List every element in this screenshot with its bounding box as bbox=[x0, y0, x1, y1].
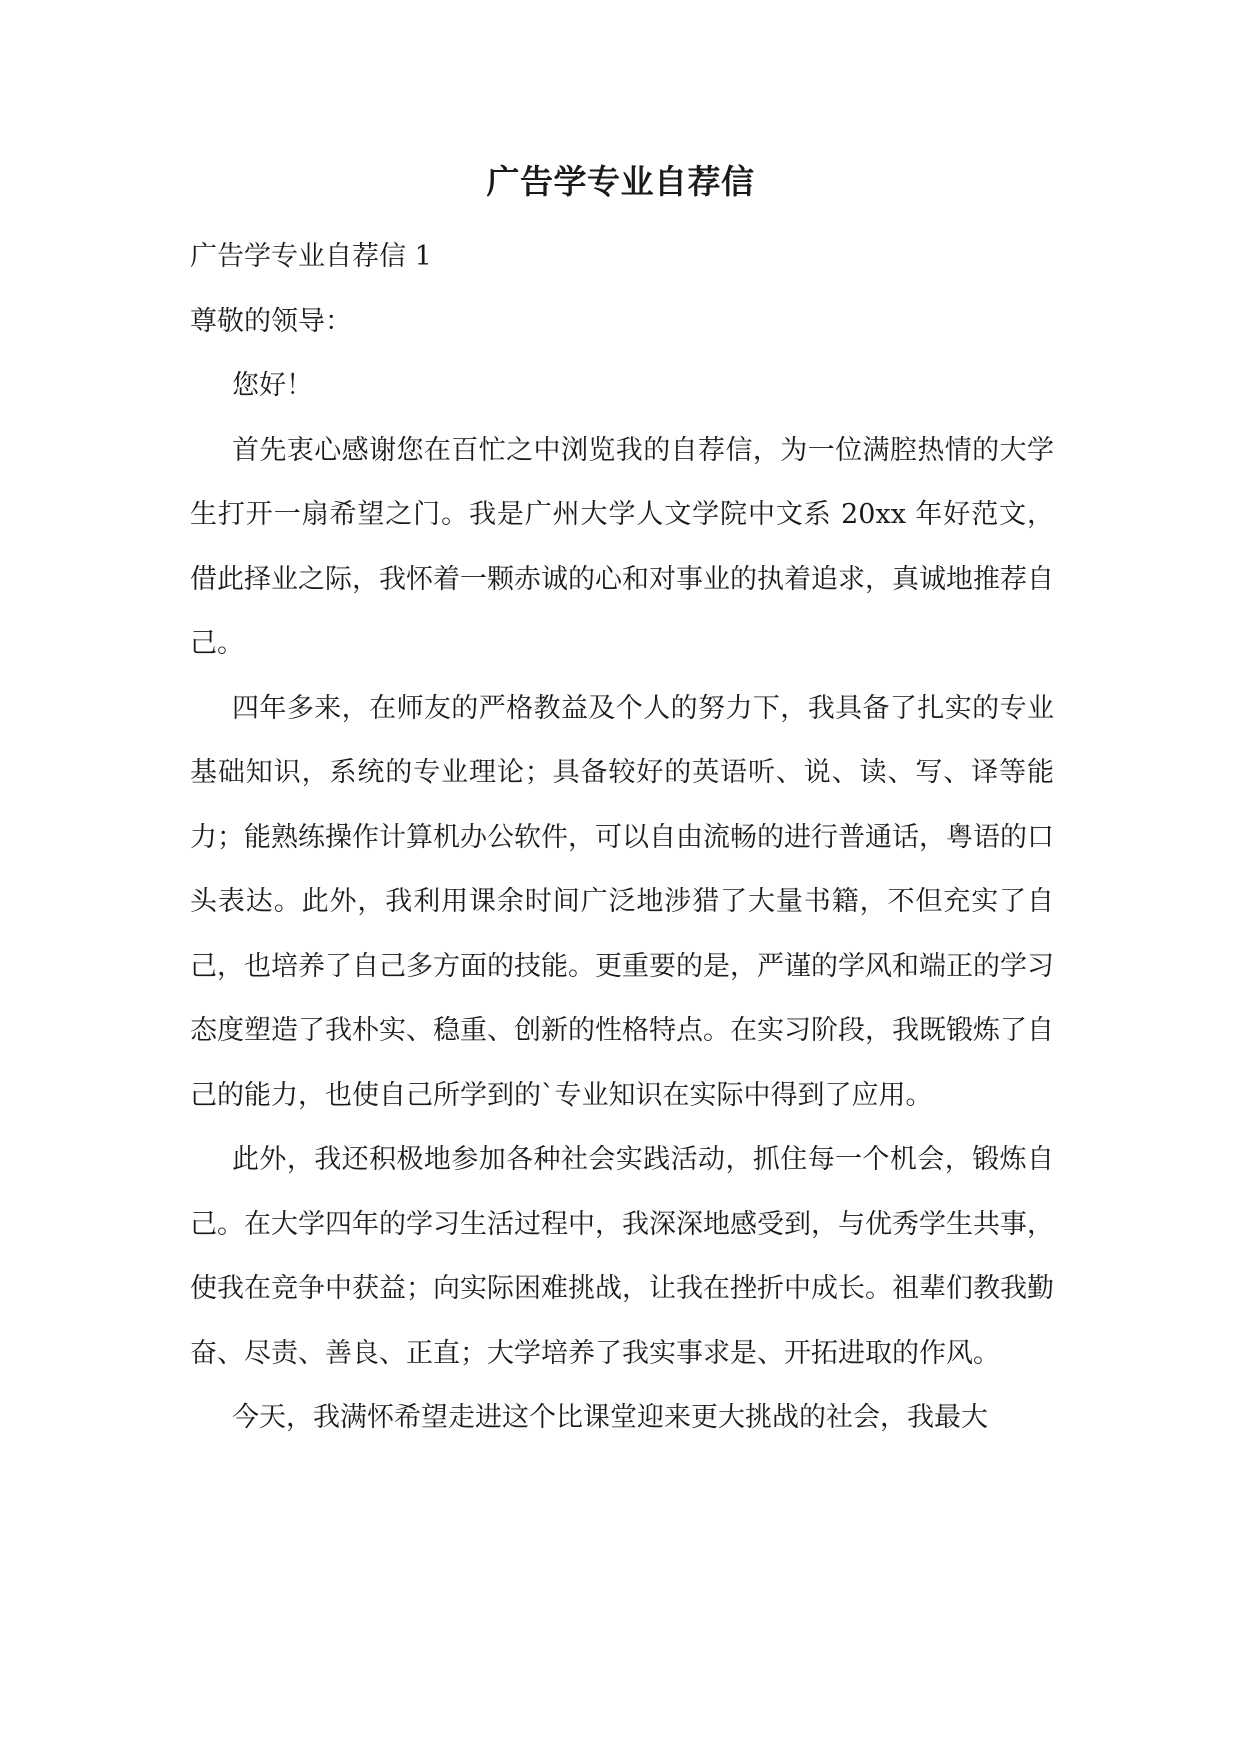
letter-paragraph: 首先衷心感谢您在百忙之中浏览我的自荐信，为一位满腔热情的大学生打开一扇希望之门。我是广州大学人文学院中文系 20xx 年好范文，借此择业之际，我怀着一颗赤诚的心和对事业的执着追求，真诚地推荐自己。 bbox=[190, 434, 1054, 659]
letter-paragraph: 四年多来，在师友的严格教益及个人的努力下，我具备了扎实的专业基础知识，系统的专业理论；具备较好的英语听、说、读、写、译等能力；能熟练操作计算机办公软件，可以自由流畅的进行普通话，粤语的口头表达。此外，我利用课余时间广泛地涉猎了大量书籍，不但充实了自己，也培养了自己多方面的技能。更重要的是，严谨的学风和端正的学习态度塑造了我朴实、稳重、创新的性格特点。在实习阶段，我既锻炼了自己的能力，也使自己所学到的`专业知识在实际中得到了应用。 bbox=[190, 692, 1054, 1111]
document-body bbox=[190, 225, 1054, 1451]
letter-subtitle: 广告学专业自荐信 1 bbox=[190, 241, 432, 272]
letter-greeting: 您好！ bbox=[232, 370, 313, 401]
letter-paragraph: 此外，我还积极地参加各种社会实践活动，抓住每一个机会，锻炼自己。在大学四年的学习生活过程中，我深深地感受到，与优秀学生共事，使我在竞争中获益；向实际困难挑战，让我在挫折中成长。祖辈们教我勤奋、尽责、善良、正直；大学培养了我实事求是、开拓进取的作风。 bbox=[190, 1144, 1054, 1369]
letter-paragraph: 今天，我满怀希望走进这个比课堂迎来更大挑战的社会，我最大 bbox=[232, 1402, 988, 1433]
letter-salutation: 尊敬的领导： bbox=[190, 305, 352, 337]
document-title: 广告学专业自荐信 bbox=[486, 162, 755, 201]
